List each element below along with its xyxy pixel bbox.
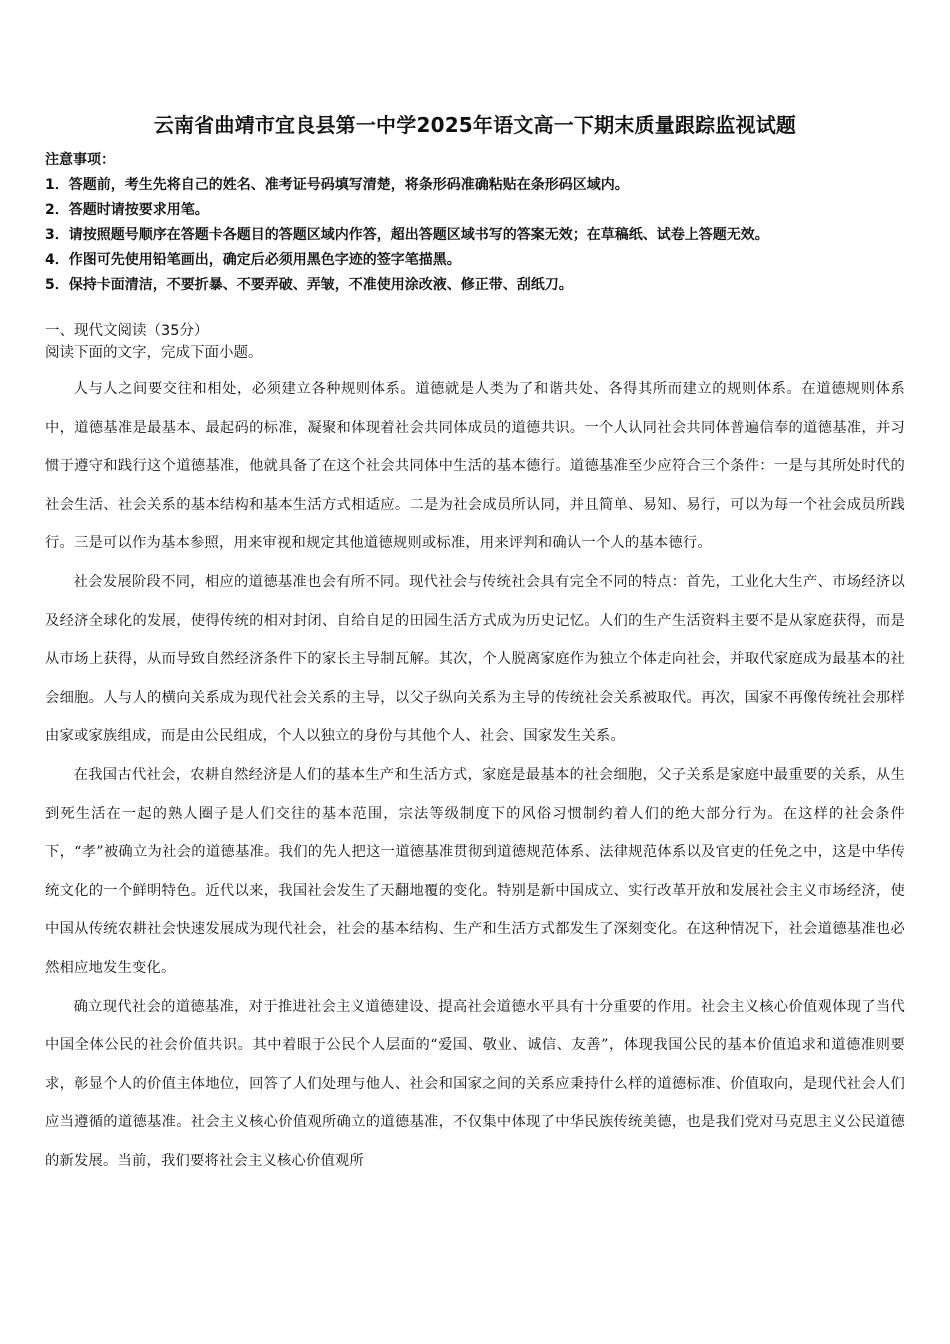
passage-paragraph: 确立现代社会的道德基准，对于推进社会主义道德建设、提高社会道德水平具有十分重要的作用。社会主义核心价值观体现了当代中国全体公民的社会价值共识。其中着眼于公民个人层面的“爱国、敬业、诚信、友善”，体现我国公民的基本价值追求和道德准则要求，彰显个人的价值主体地位，回答了人们处理与他人、社会和国家之间的关系应秉持什么样的道德标准、价值取向，是现代社会人们应当遵循的道德基准。社会主义核心价值观所确立的道德基准，不仅集中体现了中华民族传统美德，也是我们党对马克思主义公民道德的新发展。当前，我们要将社会主义核心价值观所 xyxy=(45,998,905,1169)
notice-list xyxy=(45,173,905,298)
notice-item: 5．保持卡面清洁，不要折暴、不要弄破、弄皱，不准使用涂改液、修正带、刮纸刀。 xyxy=(45,277,573,293)
reading-instruction: 阅读下面的文字，完成下面小题。 xyxy=(45,345,263,361)
notice-item: 1．答题前，考生先将自己的姓名、准考证号码填写清楚，将条形码准确粘贴在条形码区域内。 xyxy=(45,177,629,193)
section-heading: 一、现代文阅读（35分） xyxy=(45,323,209,339)
passage-paragraph: 社会发展阶段不同，相应的道德基准也会有所不同。现代社会与传统社会具有完全不同的特点：首先，工业化大生产、市场经济以及经济全球化的发展，使得传统的相对封闭、自给自足的田园生活方式成为历史记忆。人们的生产生活资料主要不是从家庭获得，而是从市场上获得，从而导致自然经济条件下的家长主导制瓦解。其次，个人脱离家庭作为独立个体走向社会，并取代家庭成为最基本的社会细胞。人与人的横向关系成为现代社会关系的主导，以父子纵向关系为主导的传统社会关系被取代。再次，国家不再像传统社会那样由家或家族组成，而是由公民组成，个人以独立的身份与其他个人、社会、国家发生关系。 xyxy=(45,573,905,745)
reading-passage xyxy=(45,370,905,1180)
notice-item: 3．请按照题号顺序在答题卡各题目的答题区域内作答，超出答题区域书写的答案无效；在草稿纸、试卷上答题无效。 xyxy=(45,227,769,243)
passage-paragraph: 人与人之间要交往和相处，必须建立各种规则体系。道德就是人类为了和谐共处、各得其所而建立的规则体系。在道德规则体系中，道德基准是最基本、最起码的标准，凝聚和体现着社会共同体成员的道德共识。一个人认同社会共同体普遍信奉的道德基准，并习惯于遵守和践行这个道德基准，他就具备了在这个社会共同体中生活的基本德行。道德基准至少应符合三个条件：一是与其所处时代的社会生活、社会关系的基本结构和基本生活方式相适应。二是为社会成员所认同，并且简单、易知、易行，可以为每一个社会成员所践行。三是可以作为基本参照，用来审视和规定其他道德规则或标准，用来评判和确认一个人的基本德行。 xyxy=(45,381,905,552)
page-title: 云南省曲靖市宜良县第一中学2025年语文高一下期末质量跟踪监视试题 xyxy=(153,113,797,137)
notice-item: 4．作图可先使用铅笔画出，确定后必须用黑色字迹的签字笔描黑。 xyxy=(45,252,461,268)
notice-heading: 注意事项： xyxy=(45,152,115,168)
passage-paragraph: 在我国古代社会，农耕自然经济是人们的基本生产和生活方式，家庭是最基本的社会细胞，父子关系是家庭中最重要的关系，从生到死生活在一起的熟人圈子是人们交往的基本范围，宗法等级制度下的风俗习惯制约着人们的绝大部分行为。在这样的社会条件下，“孝”被确立为社会的道德基准。我们的先人把这一道德基准贯彻到道德规范体系、法律规范体系以及官吏的任免之中，这是中华传统文化的一个鲜明特色。近代以来，我国社会发生了天翻地覆的变化。特别是新中国成立、实行改革开放和发展社会主义市场经济，使中国从传统农耕社会快速发展成为现代社会，社会的基本结构、生产和生活方式都发生了深刻变化。在这种情况下，社会道德基准也必然相应地发生变化。 xyxy=(45,766,905,976)
notice-item: 2．答题时请按要求用笔。 xyxy=(45,202,209,218)
